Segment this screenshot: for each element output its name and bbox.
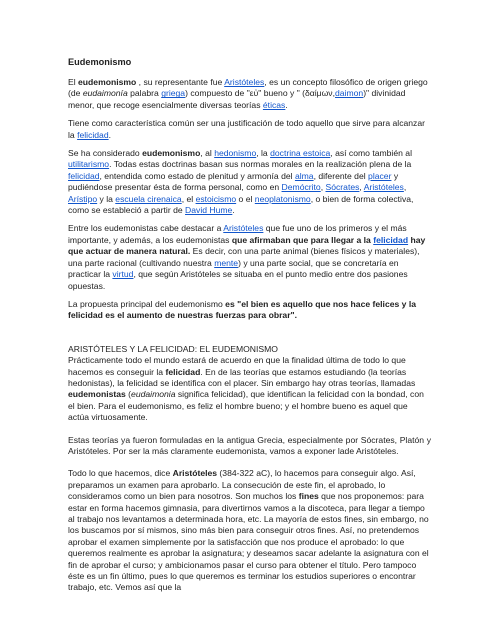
document-title: Eudemonismo (68, 57, 132, 67)
text-run: palabra (127, 88, 162, 99)
text-run: que afirmaban que para llegar a la (231, 234, 374, 245)
text-run: . (285, 99, 288, 110)
section-heading: ARISTÓTELES Y LA FELICIDAD: EL EUDEMONISMO (68, 343, 278, 354)
text-run: , diferente del (313, 170, 369, 181)
text-run: felicidad (165, 366, 201, 377)
text-run: , así como también al (330, 148, 412, 159)
text-run: significa felicidad), que identifican la felicidad con la bondad, con el bien. Para el eudemonismo, es feliz el hombre bueno; y el hombre bueno es aquel que actúa virtuosamente. (68, 389, 424, 423)
text-run: Se ha considerado (68, 148, 143, 159)
text-run: , la (256, 148, 271, 159)
text-run: , entendida como estado de plenitud y armonía del (99, 170, 295, 181)
inline-link[interactable]: alma (294, 170, 314, 181)
text-run: que nos proponemos: para estar en forma hacemos gimnasia, para divertirnos vamos a la discoteca, para llegar a tiempo al trabajo nos levantamos a determinada hora, etc. La mayoría de estos fines, sin embargo, no los buscamos por sí mismos, sino más bien para conseguir otros fines. Así, no pretendemos aprobar el examen simplemente por la satisfacción que nos produce el aprobado: lo que queremos realmente es aprobar la asignatura; y deseamos sacar adelante la asignatura con el fin de aprobar el curso; y ambicionamos pasar el curso para obtener el título. Pero tampoco éste es un fin último, pues lo que queremos es terminar los estudios superiores o encontrar trabajo, etc. Vemos así que la (68, 491, 429, 593)
text-run: , el (181, 193, 196, 204)
inline-link[interactable]: Aristóteles (363, 182, 404, 193)
text-run: eudaimonia (131, 389, 176, 400)
text-run: , es un concepto filosófico de origen griego (de (68, 77, 428, 99)
inline-link[interactable]: doctrina estoica (270, 148, 331, 159)
inline-link[interactable]: hedonismo (214, 148, 257, 159)
text-run: es "el bien es aquello que nos hace felices y la felicidad es el aumento de nuestras fuerzas para obrar". (68, 298, 417, 321)
text-run: (384-322 aC), lo hacemos para conseguir algo. Así, preparamos un examen para aprobarlo. La consecución de este fin, el aprobado, lo consideramos como un bien para nosotros. Son muchos los (68, 468, 416, 502)
inline-link[interactable]: escuela cirenaica (115, 193, 182, 204)
text-run: y pudiéndose presentar ésta de forma personal, como en (68, 170, 399, 193)
inline-link[interactable]: Aristóteles (224, 77, 265, 87)
paragraph-happiness (68, 355, 431, 423)
inline-link[interactable]: placer (368, 170, 392, 181)
text-run: Estas teorías ya fueron formuladas en la antigua Grecia, especialmente por Sócrates, Platón y Aristóteles. Por ser la más claramente eudemonista, vamos a exponer lade Aristóteles. (68, 434, 431, 456)
inline-link[interactable]: Aristóteles (223, 223, 264, 234)
text-run: eudemonismo (142, 148, 201, 159)
inline-link[interactable]: neoplatonismo (254, 193, 311, 204)
text-run: Prácticamente todo el mundo estará de acuerdo en que la finalidad última de todo lo que hacemos es conseguir la (68, 355, 406, 377)
text-run: . En de las teorías que estamos estudiando (la teorías hedonistas), la felicidad se identifica con el placer. Sin embargo hay otras teorías, llamadas (68, 366, 416, 388)
text-run: , o bien de forma colectiva, como se estableció a partir de (68, 193, 414, 216)
text-run: , (359, 182, 364, 193)
text-run: La propuesta principal del eudemonismo (68, 298, 226, 309)
inline-link[interactable]: utilitarismo (68, 159, 110, 170)
inline-link[interactable]: felicidad (373, 234, 409, 245)
text-run: fines (298, 491, 319, 502)
inline-link[interactable]: Arístipo (68, 193, 98, 204)
text-run: Es decir, con una parte animal (bienes físicos y materiales), una parte racional (cultivando nuestra (68, 246, 420, 268)
text-run: , al (200, 148, 215, 159)
text-run: o el (236, 193, 255, 204)
inline-link[interactable]: griega (161, 88, 186, 99)
text-run: . (232, 205, 235, 216)
text-run: ( (125, 389, 132, 400)
text-run: Aristóteles (172, 468, 218, 479)
text-run: , (403, 182, 407, 193)
paragraph-characteristic (68, 118, 431, 141)
inline-link[interactable]: felicidad (77, 129, 109, 140)
text-run: eudemonismo (78, 77, 137, 87)
text-run: Tiene como característica común ser una justificación de todo aquello que sirve para alcanzar la (68, 118, 425, 140)
text-run: hay que actuar de manera natural. (68, 234, 426, 257)
text-run: eudemonistas (68, 389, 126, 400)
text-run: )" divinidad menor, que recoge esencialmente diversas teorías (68, 88, 406, 110)
text-run: que fue uno de los primeros y el más importante, y además, a los eudemonistas (68, 223, 407, 245)
paragraph-doctrines (68, 148, 431, 216)
text-run: ) compuesto de "εὐ" bueno y " (δαίμων, (185, 88, 335, 99)
text-run: eudaimonía (82, 88, 128, 99)
text-run: ) y una parte social, que se concretaría en practicar la (68, 257, 399, 280)
inline-link[interactable]: daimon (335, 88, 364, 99)
text-run: . (108, 129, 111, 140)
inline-link[interactable]: éticas (262, 99, 286, 110)
text-run: . Todas estas doctrinas basan sus normas morales en la realización plena de la (109, 159, 412, 170)
text-run: El (68, 77, 79, 87)
text-run: y la (97, 193, 116, 204)
paragraph-greek-theories (68, 435, 431, 458)
inline-link[interactable]: mente (214, 257, 239, 268)
text-run: , que según Aristóteles se situaba en el punto medio entre dos pasiones opuestas. (68, 269, 408, 291)
paragraph-intro (68, 77, 431, 111)
inline-link[interactable]: Demócrito (281, 182, 321, 193)
inline-link[interactable]: estoicismo (195, 193, 237, 204)
text-run: Entre los eudemonistas cabe destacar a (68, 223, 224, 234)
text-run: , su representante fue (136, 77, 225, 87)
inline-link[interactable]: virtud (112, 269, 134, 280)
inline-link[interactable]: felicidad (68, 170, 100, 181)
paragraph-eudemonists (68, 223, 431, 291)
inline-link[interactable]: David Hume (185, 205, 233, 216)
text-run: , (320, 182, 326, 193)
inline-link[interactable]: Sócrates (325, 182, 360, 193)
text-run: Todo lo que hacemos, dice (68, 468, 173, 479)
paragraph-main-proposal (68, 299, 431, 322)
paragraph-aristotle-ends (68, 468, 431, 593)
